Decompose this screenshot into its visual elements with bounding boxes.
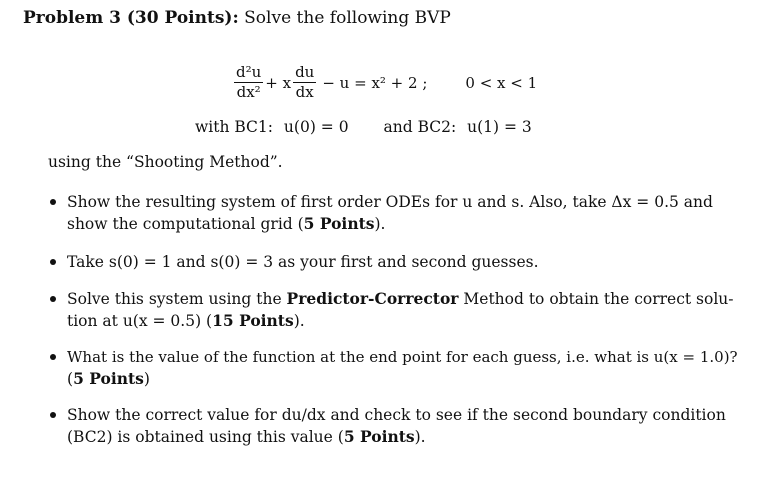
boundary-conditions bbox=[195, 116, 532, 138]
problem-title bbox=[23, 8, 451, 28]
bullet-2-text: Take s(0) = 1 and s(0) = 3 as your first and second guesses. bbox=[67, 253, 539, 271]
bullet-4-line-2 bbox=[67, 368, 150, 390]
bullet-4-line-1: What is the value of the function at the end point for each guess, i.e. what is u(x = 1.0)? bbox=[67, 348, 738, 366]
bullet-5-line-2 bbox=[67, 426, 426, 448]
bullet-3-text-a: Solve this system using the bbox=[67, 290, 287, 308]
frac1-denominator: dx² bbox=[236, 83, 261, 101]
bc1-value: u(0) = 0 bbox=[283, 118, 349, 136]
bc1-label: with BC1: bbox=[195, 118, 273, 136]
bullet-1-line-2 bbox=[67, 213, 385, 235]
bullet-4-open: ( bbox=[67, 370, 74, 388]
bullet-marker bbox=[50, 354, 56, 360]
bullet-3-line-1 bbox=[67, 288, 734, 310]
bullet-marker bbox=[50, 259, 56, 265]
bullet-4-close: ) bbox=[143, 370, 150, 388]
bullet-5-text: (BC2) is obtained using this value ( bbox=[67, 428, 344, 446]
frac2-numerator: du bbox=[295, 63, 315, 81]
problem-instruction: Solve the following BVP bbox=[244, 8, 451, 28]
bullet-4-points: 5 Points bbox=[73, 369, 144, 388]
bullet-marker bbox=[50, 199, 56, 205]
equation-rhs: − u = x² + 2 ; bbox=[322, 73, 428, 92]
bc2-label: and BC2: bbox=[383, 118, 457, 136]
bullet-1-close: ). bbox=[374, 215, 386, 233]
bullet-marker bbox=[50, 296, 56, 302]
bullet-3-text-c: tion at u(x = 0.5) ( bbox=[67, 312, 213, 330]
bullet-marker bbox=[50, 412, 56, 418]
equation-domain: 0 < x < 1 bbox=[465, 73, 538, 92]
bullet-3-text-b: Method to obtain the correct solu- bbox=[458, 290, 734, 308]
bc2-value: u(1) = 3 bbox=[467, 118, 532, 136]
method-line: using the “Shooting Method”. bbox=[48, 153, 283, 171]
bullet-1-points: 5 Points bbox=[303, 214, 375, 233]
bullet-3-line-2 bbox=[67, 310, 305, 332]
bullet-3-close: ). bbox=[293, 312, 305, 330]
bvp-equation bbox=[232, 64, 537, 101]
problem-label: Problem 3 (30 Points): bbox=[23, 8, 239, 28]
bullet-3-method: Predictor-Corrector bbox=[286, 289, 459, 308]
frac1-numerator: d²u bbox=[236, 63, 262, 81]
bullet-1-text: show the computational grid ( bbox=[67, 215, 304, 233]
second-derivative-fraction bbox=[234, 64, 263, 101]
plus-x-term: + x bbox=[265, 73, 292, 92]
bullet-3-points: 15 Points bbox=[212, 311, 294, 330]
frac2-denominator: dx bbox=[295, 83, 314, 101]
bullet-5-close: ). bbox=[414, 428, 426, 446]
bullet-1-line-1: Show the resulting system of first order ODEs for u and s. Also, take Δx = 0.5 and bbox=[67, 193, 713, 211]
bullet-5-line-1: Show the correct value for du/dx and check to see if the second boundary condition bbox=[67, 406, 726, 424]
first-derivative-fraction bbox=[293, 64, 316, 101]
bullet-5-points: 5 Points bbox=[343, 427, 415, 446]
